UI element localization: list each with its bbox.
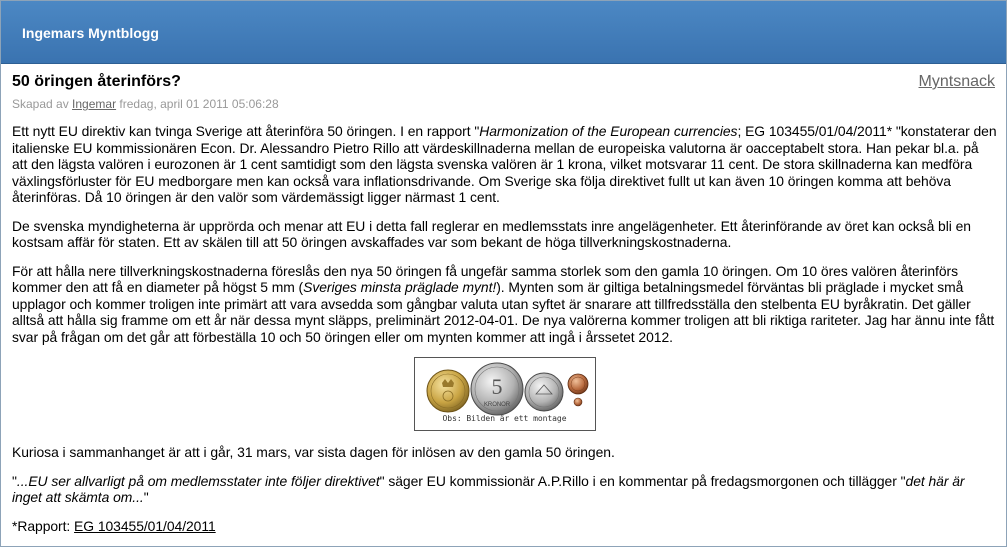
paragraph-3: [12, 263, 997, 346]
coin-silver-small: [525, 373, 563, 411]
p5-quote-2: det här är inget att skämta om...: [12, 472, 965, 505]
coins-image: [414, 357, 596, 431]
paragraph-1: [12, 123, 997, 206]
reference-line: [12, 518, 997, 535]
meta-prefix: Skapad av: [12, 97, 73, 111]
coin-copper-large: [568, 374, 588, 394]
author-link[interactable]: Ingemar: [72, 97, 117, 111]
coin-five-kronor: [471, 363, 523, 415]
category-link[interactable]: Myntsnack: [918, 73, 995, 90]
p3-emphasis: Sveriges minsta präglade mynt!: [303, 279, 497, 295]
p3-text-c: ). Mynten som är giltiga betalningsmedel förväntas bli präglade i mycket små upplagor och kommer troligen inte primärt att vara avsedda som gångbar valuta utan syftet är snarare att tillfredsställa den stelbenta EU byråkratin. Det gäller alltså att hålla sig framme om ett år när dessa mynt släpps, preliminärt 2012-04-01. De nya valörerna kommer troligen att bli riktiga rariteter. Jag har ännu inte fått svar på frågan om det går att förbeställa 10 och 50 öringen eller om mynten kommer att ingå i årssetet 2012.: [12, 279, 995, 345]
paragraph-5: [12, 473, 997, 506]
p1-text-a: Ett nytt EU direktiv kan tvinga Sverige att återinföra 50 öringen. I en rapport ": [12, 123, 480, 139]
p5-quote-close: ": [143, 489, 149, 505]
paragraph-4: Kuriosa i sammanhanget är att i går, 31 mars, var sista dagen för inlösen av den gamla 50 öringen.: [12, 444, 615, 460]
image-caption: Obs: Bilden är ett montage: [442, 413, 567, 423]
p1-report-title: Harmonization of the European currencies: [479, 123, 738, 139]
post-meta: [12, 97, 279, 111]
blog-header: [1, 1, 1006, 64]
paragraph-2: De svenska myndigheterna är upprörda och menar att EU i detta fall reglerar en medlemsstats inre angelägenheter. Ett återinförande av öret kan också bli en kostsam affär för staten. Ett av skälen till att 50 öringen avskaffades var som bekant de höga tillverkningskostnaderna.: [12, 217, 971, 250]
coin-copper-tiny: [574, 398, 582, 406]
p5-quote-open: ": [12, 472, 17, 489]
p5-quote-1: ...EU ser allvarligt på om medlemsstater inte följer direktivet: [16, 472, 380, 489]
p1-text-c: ; EG 103455/01/04/2011* "konstaterar den italienske EU kommissionären Econ. Dr. Alessandro Pietro Rillo att värdeskillnaderna mellan de europeiska valutorna är oacceptabelt stora. Han pekar bl.a. på att den lägsta valören i eurozonen är 1 cent samtidigt som den lägsta svenska valören är 1 krona, vilket motsvarar 11 cent. De stora skillnaderna kan medföra växlingsförluster för EU medborgare men kan också vara inflationsdrivande. Om Sverige ska följa direktivet fullt ut kan även 10 öringen komma att behöva återinföras. Då 10 öringen är den valör som värdemässigt ligger närmast 1 cent.: [12, 123, 997, 205]
coin-gold: [427, 370, 469, 412]
blog-title[interactable]: Ingemars Myntblogg: [22, 25, 159, 41]
meta-date: fredag, april 01 2011 05:06:28: [116, 97, 279, 111]
coin-number: 5: [491, 374, 502, 399]
post-title: 50 öringen återinförs?: [12, 73, 181, 90]
reference-prefix: *Rapport:: [12, 517, 75, 534]
image-wrapper: [12, 357, 997, 431]
p3-text-a: För att hålla nere tillverkningskostnaderna föreslås den nya 50 öringen få ungefär samma storlek som den gamla 10 öringen. Om 10 öres valören återinförs kommer den att få en diameter på högst 5 mm (: [12, 262, 958, 295]
coins-illustration: [415, 358, 595, 418]
coin-word: KRONOR: [483, 402, 510, 408]
reference-link[interactable]: EG 103455/01/04/2011: [74, 517, 216, 534]
post-content: [12, 123, 997, 546]
p5-text: " säger EU kommissionär A.P.Rillo i en kommentar på fredagsmorgonen och tillägger ": [379, 472, 906, 489]
